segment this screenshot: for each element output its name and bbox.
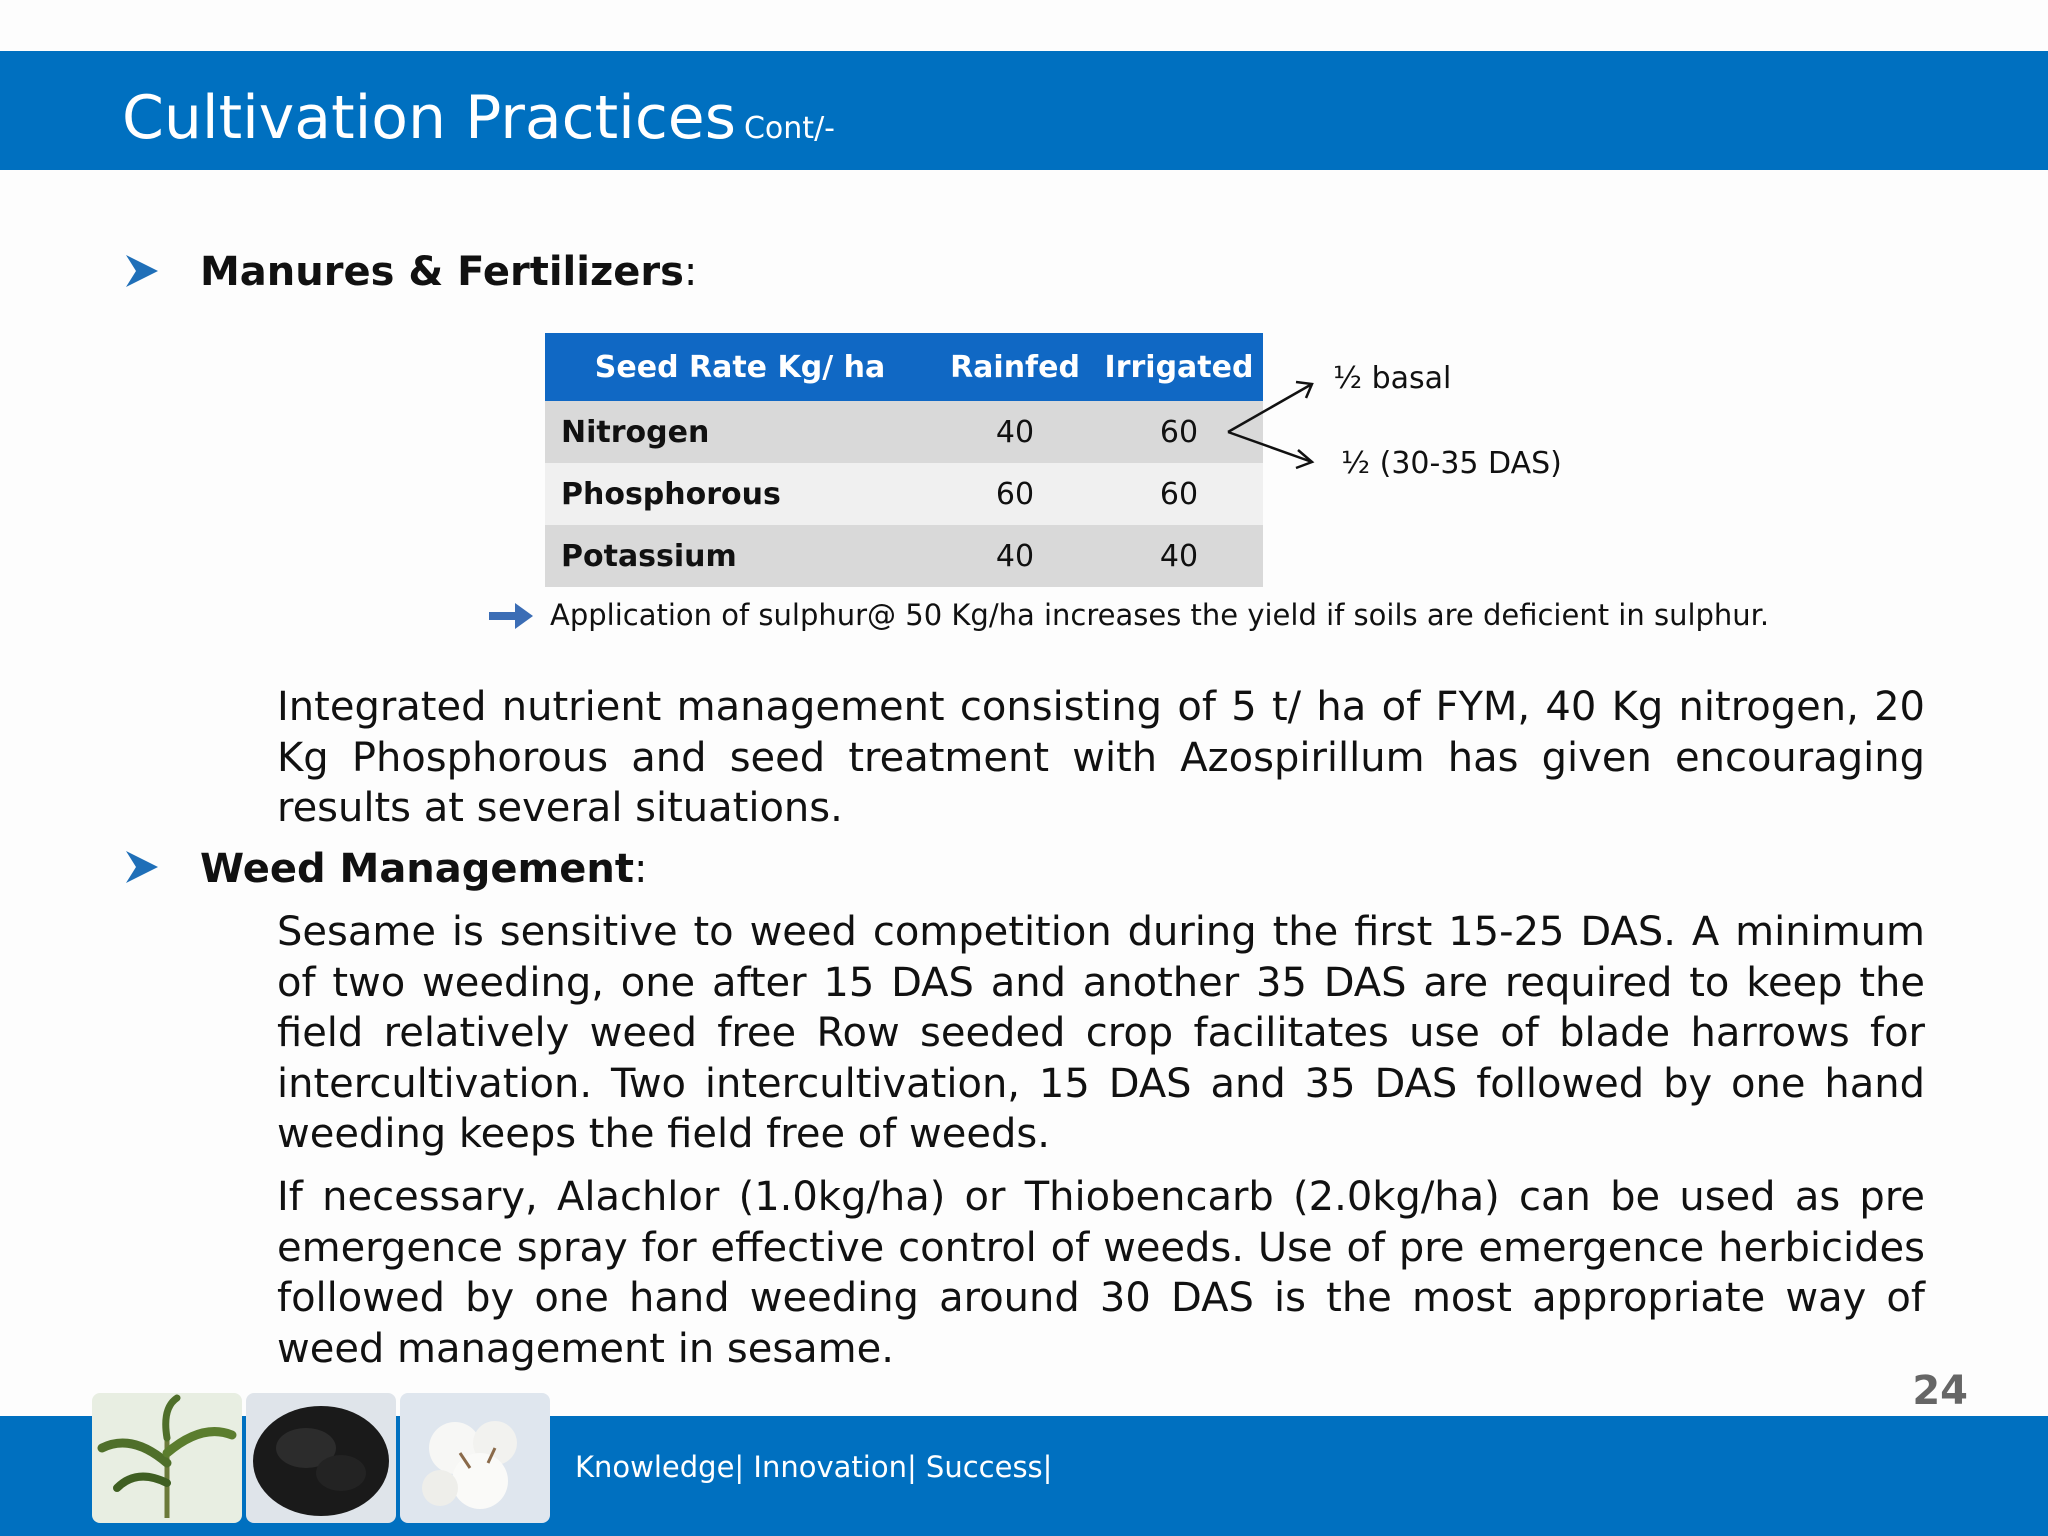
table-header-cell: Seed Rate Kg/ ha bbox=[545, 333, 935, 401]
weed-paragraph-1: Sesame is sensitive to weed competition during the first 15-25 DAS. A minimum of two weeding, one after 15 DAS and another 35 DAS are required to keep the field relatively weed free Row seeded crop facilitates use of blade harrows for intercultivation. Two intercultivation, 15 DAS and 35 DAS followed by one hand weeding keeps the field free of weeds. bbox=[277, 909, 1925, 1157]
heading-text: Manures & Fertilizers bbox=[200, 249, 684, 295]
fertilizer-table bbox=[545, 333, 1263, 587]
table-row bbox=[545, 525, 1263, 587]
split-arrows-icon bbox=[1226, 370, 1316, 470]
irrigated-cell: 60 bbox=[1095, 463, 1263, 525]
irrigated-cell: 40 bbox=[1095, 525, 1263, 587]
nutrient-cell: Potassium bbox=[545, 525, 935, 587]
nutrient-cell: Nitrogen bbox=[545, 401, 935, 463]
table-row bbox=[545, 401, 1263, 463]
irrigated-cell: 60 bbox=[1095, 401, 1263, 463]
plant-photo bbox=[92, 1393, 242, 1523]
rainfed-cell: 40 bbox=[935, 525, 1095, 587]
heading-text: Weed Management bbox=[200, 846, 634, 892]
table-row bbox=[545, 463, 1263, 525]
nitrogen-topdress-note: ½ (30-35 DAS) bbox=[1341, 446, 1562, 481]
rainfed-cell: 60 bbox=[935, 463, 1095, 525]
section-heading-manures bbox=[200, 248, 697, 296]
arrowhead-bullet-icon bbox=[124, 849, 160, 885]
page-number: 24 bbox=[1912, 1368, 1968, 1414]
table-header-cell: Rainfed bbox=[935, 333, 1095, 401]
nutrient-cell: Phosphorous bbox=[545, 463, 935, 525]
weed-paragraph-2: If necessary, Alachlor (1.0kg/ha) or Thiobencarb (2.0kg/ha) can be used as pre emergence spray for effective control of weeds. Use of pre emergence herbicides followed by one hand weeding around 30 DAS is the most appropriate way of weed management in sesame. bbox=[277, 1174, 1925, 1372]
title-text: Cultivation Practices bbox=[122, 83, 736, 153]
heading-colon: : bbox=[633, 846, 648, 892]
inm-paragraph: Integrated nutrient management consisting of 5 t/ ha of FYM, 40 Kg nitrogen, 20 Kg Phosphorous and seed treatment with Azospirillum has given encouraging results at several situations. bbox=[277, 684, 1925, 831]
nitrogen-basal-note: ½ basal bbox=[1333, 361, 1452, 396]
cotton-photo bbox=[400, 1393, 550, 1523]
rainfed-cell: 40 bbox=[935, 401, 1095, 463]
section-heading-weed bbox=[200, 845, 647, 893]
seeds-photo bbox=[246, 1393, 396, 1523]
sulphur-note: Application of sulphur@ 50 Kg/ha increases the yield if soils are deficient in sulphur. bbox=[550, 598, 1770, 632]
page-title bbox=[122, 80, 835, 167]
title-subtitle: Cont/- bbox=[743, 111, 835, 146]
arrowhead-bullet-icon bbox=[124, 253, 160, 289]
heading-colon: : bbox=[683, 249, 698, 295]
table-header-row bbox=[545, 333, 1263, 401]
right-arrow-icon bbox=[489, 603, 533, 629]
table-header-cell: Irrigated bbox=[1095, 333, 1263, 401]
footer-tagline: Knowledge| Innovation| Success| bbox=[575, 1450, 1053, 1484]
